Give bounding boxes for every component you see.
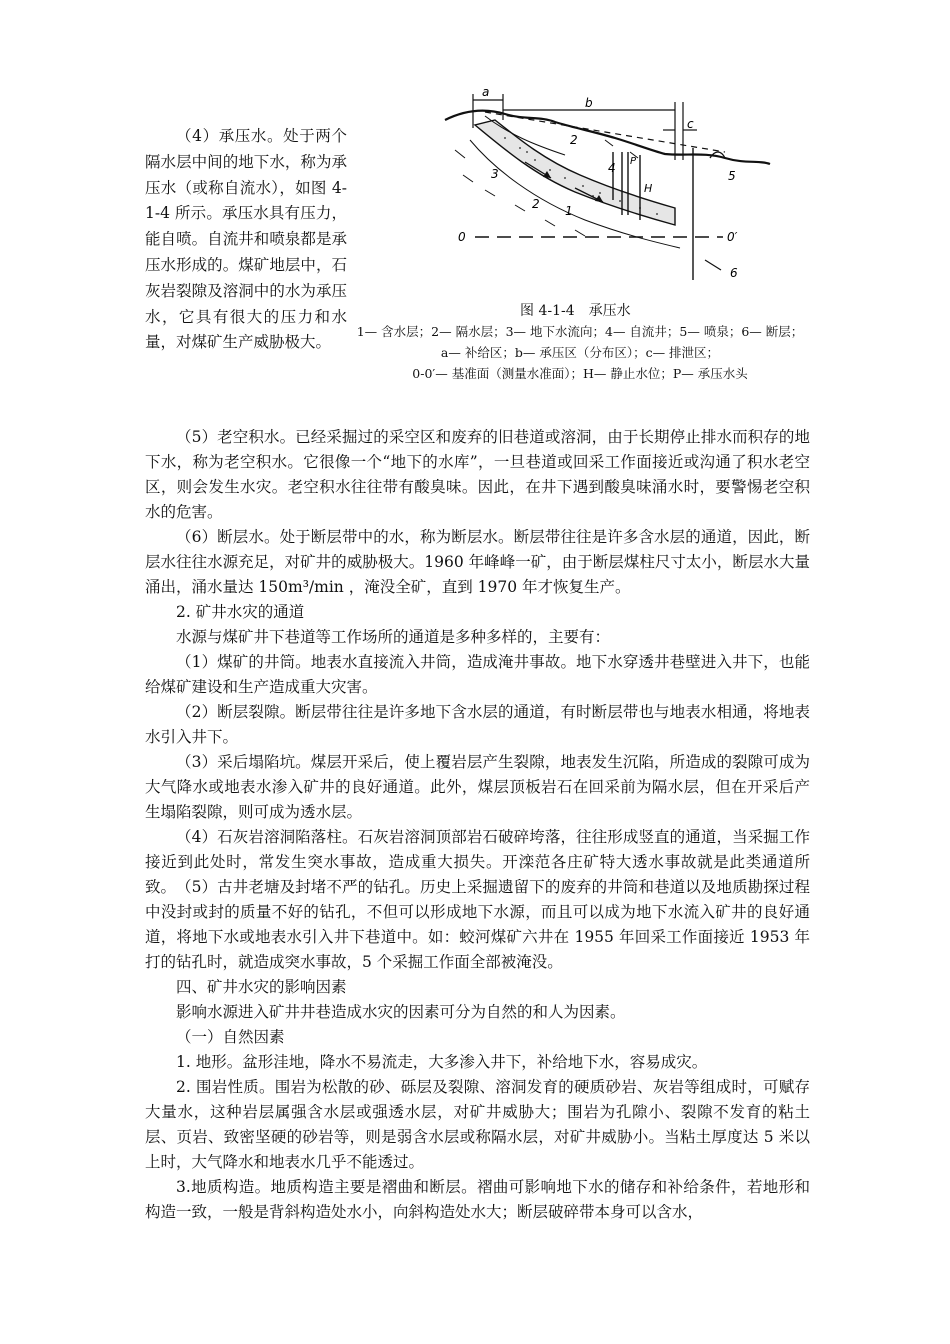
legend-line: a— 补给区；b— 承压区（分布区）；c— 排泄区； [440,345,720,360]
paragraph-channels-intro: 水源与煤矿井下巷道等工作场所的通道是多种多样的，主要有： [176,628,611,646]
section-heading-channels: 2. 矿井水灾的通道 [176,603,305,621]
label-3: 3 [491,167,499,181]
paragraph-geologic-structure: 3.地质构造。地质构造主要是褶曲和断层。褶曲可影响地下水的储存和补给条件，若地形和构造一致，一般是背斜构造处水小，向斜构造处水大；断层破碎带本身可以含水， [145,1178,810,1221]
figure-caption: 图 4-1-4 承压水 [520,303,631,319]
label-P: P [630,156,637,167]
label-2-upper: 2 [570,133,578,147]
paragraph-subsidence: （3）采后塌陷坑。煤层开采后，使上覆岩层产生裂隙，地表发生沉陷，所造成的裂隙可成为大气降水或地表水渗入矿井的良好通道。此外，煤层顶板岩石在回采前为隔水层，但在开采后产生塌陷裂隙，则可成为透水层。 [145,753,810,821]
legend-line: 0-0′— 基准面（测量水准面）；H— 静止水位；P— 承压水头 [412,366,748,381]
label-6: 6 [730,266,738,280]
legend-line: 1— 含水层；2— 隔水层；3— 地下水流向；4— 自流井；5— 喷泉；6— 断层； [356,324,804,339]
confined-water-diagram [425,80,785,285]
paragraph-rock-properties: 2. 围岩性质。围岩为松散的砂、砾层及裂隙、溶洞发育的硬质砂岩、灰岩等组成时，可赋存大量水，这种岩层属强含水层或强透水层，对矿井威胁大；围岩为孔隙小、裂隙不发育的粘土层、页岩、致密坚硬的砂岩等，则是弱含水层或称隔水层，对矿井威胁小。当粘土厚度达 5 米以上时，大气降水和地表水几乎不能透过。 [145,1078,810,1171]
label-H: H [644,182,653,195]
label-0: 0 [458,230,466,244]
label-2-lower: 2 [532,197,540,211]
paragraph-fault-water: （6）断层水。处于断层带中的水，称为断层水。断层带往往是许多含水层的通道，因此，断层水往往水源充足，对矿井的威胁极大。1960 年峰峰一矿，由于断层煤柱尺寸太小，断层水大量涌出，涌水量达 150m³/min ，淹没全矿，直到 1970 年才恢复生产。 [145,528,810,596]
label-a: a [482,85,490,99]
label-5: 5 [728,169,736,183]
paragraph-factors-intro: 影响水源进入矿井井巷造成水灾的因素可分为自然的和人为因素。 [176,1003,626,1021]
label-4: 4 [608,161,616,175]
label-b: b [585,96,593,110]
paragraph-goaf-water: （5）老空积水。已经采掘过的采空区和废弃的旧巷道或溶洞，由于长期停止排水而积存的地下水，称为老空积水。它很像一个“地下的水库”，一旦巷道或回采工作面接近或沟通了积水老空区，则会发生水灾。老空积水往往带有酸臭味。因此，在井下遇到酸臭味涌水时，要警惕老空积水的危害。 [145,428,810,521]
paragraph-terrain: 1. 地形。盆形洼地，降水不易流走，大多渗入井下，补给地下水，容易成灾。 [176,1053,708,1071]
paragraph-shaft: （1）煤矿的井筒。地表水直接流入井筒，造成淹井事故。地下水穿透井巷壁进入井下，也能给煤矿建设和生产造成重大灾害。 [145,653,810,696]
label-0-prime: 0′ [727,230,738,244]
figure-legend [330,321,830,384]
label-c: c [687,117,694,131]
label-1: 1 [565,204,573,218]
paragraph-old-wells: （5）古井老塘及封堵不严的钻孔。历史上采掘遗留下的废弃的井筒和巷道以及地质勘探过程中没封或封的质量不好的钻孔，不但可以形成地下水源，而且可以成为地下水流入矿井的良好通道，将地下水或地表水引入井下巷道中。如：蛟河煤矿六井在 1955 年回采工作面接近 1953 年打的钻孔时，就造成突水事故，5 个采掘工作面全部被淹没。 [145,878,810,971]
paragraph-confined-water: （4）承压水。处于两个隔水层中间的地下水，称为承压水（或称自流水），如图 4-1-4 所示。承压水具有压力，能自喷。自流井和喷泉都是承压水形成的。煤矿地层中，石灰岩裂隙及溶洞中的水为承压水，它具有很大的压力和水量，对煤矿生产威胁极大。 [145,127,347,352]
paragraph-fault-fissure: （2）断层裂隙。断层带往往是许多地下含水层的通道，有时断层带也与地表水相通，将地表水引入井下。 [145,703,810,746]
section-heading-factors: 四、矿井水灾的影响因素 [176,978,347,996]
subheading-natural-factors: （一）自然因素 [176,1028,285,1046]
paragraph-karst-column: （4）石灰岩溶洞陷落柱。石灰岩溶洞顶部岩石破碎垮落，往往形成竖直的通道，当采掘工作接近到此处时，常发生突水事故，造成重大损失。开滦范各庄矿特大透水事故就是此类通道所致。 [145,828,810,896]
